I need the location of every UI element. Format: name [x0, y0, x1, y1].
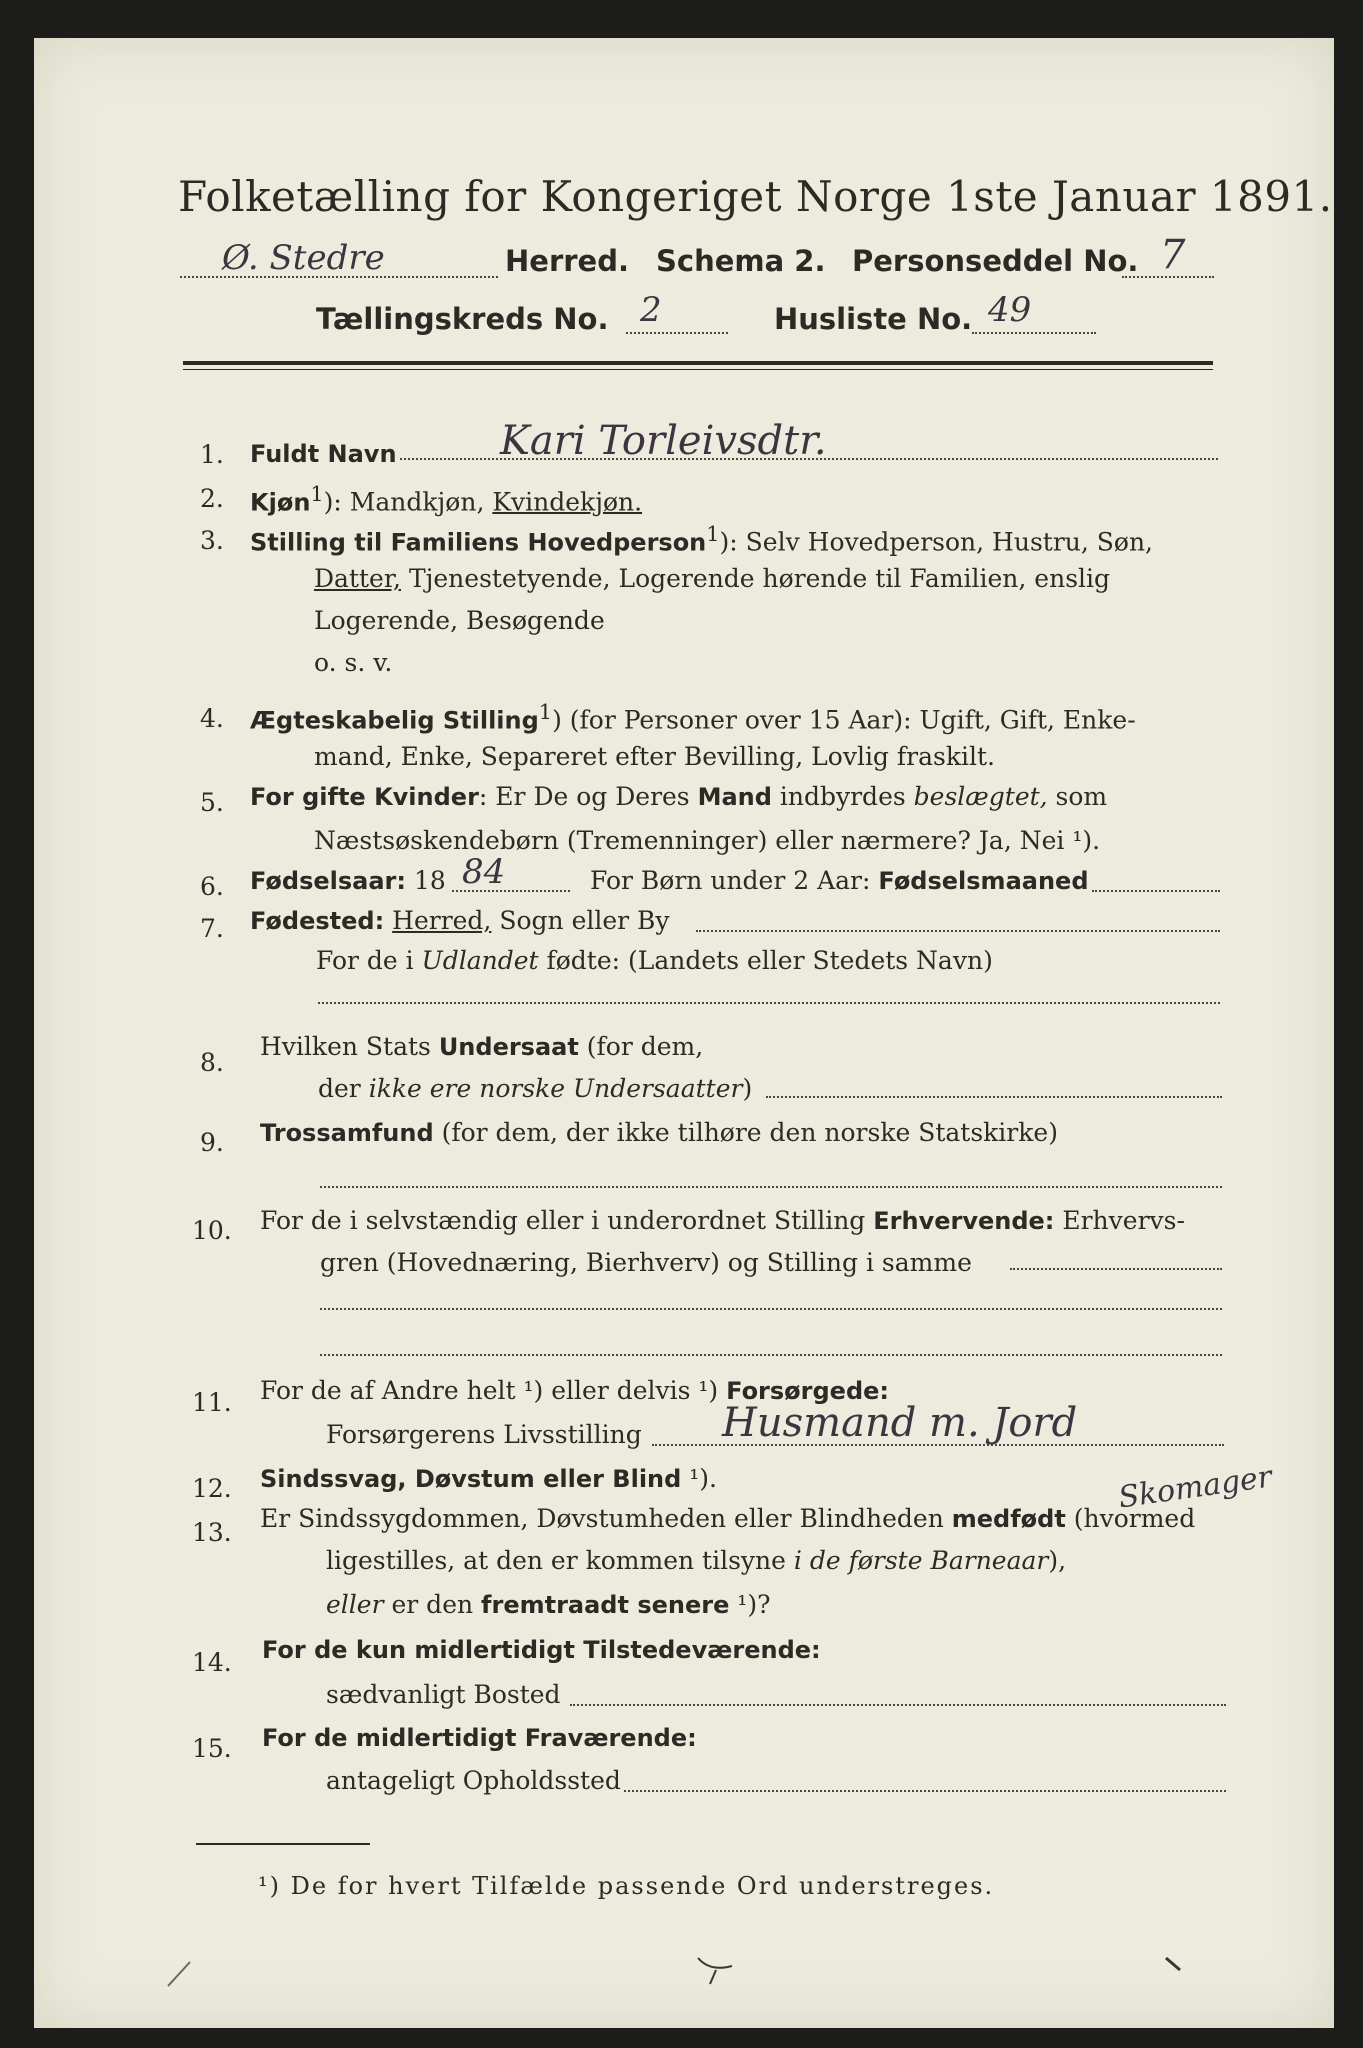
husliste-label: Husliste No.: [774, 302, 973, 336]
item-number: 5.: [200, 788, 224, 817]
undersaat-dotline: [766, 1096, 1222, 1098]
item-number: 3.: [200, 526, 224, 555]
stray-marks: [150, 1910, 1210, 2000]
item-number: 2.: [200, 484, 224, 513]
medfodt-senere: fremtraadt senere: [481, 1591, 730, 1619]
stilling-line-1: [250, 522, 1153, 556]
aegteskab-line-2: mand, Enke, Separeret efter Bevilling, Lovlig fraskilt.: [314, 742, 995, 771]
undersaat-der: der: [318, 1074, 369, 1103]
item-number: 9.: [200, 1128, 224, 1157]
erhverv-dotline-3: [320, 1354, 1222, 1356]
sindssvag-rest: ¹).: [681, 1464, 717, 1493]
fuldt-navn-dotline: [400, 458, 1218, 460]
footnote-rule: [196, 1843, 370, 1845]
kreds-label: Tællingskreds No.: [316, 302, 609, 336]
fodselsmaaned-label: Fødselsmaaned: [878, 867, 1089, 895]
medfodt-eller: eller: [326, 1590, 384, 1619]
udland-pre: For de i: [316, 946, 422, 975]
stilling-line-2: [314, 564, 1110, 593]
gifte-text-2: indbyrdes: [771, 782, 914, 811]
livsstilling-value-2: Skomager: [1116, 1459, 1275, 1516]
item-number: 14.: [192, 1648, 232, 1677]
header-divider-thin: [183, 369, 1213, 370]
fodselsmaaned-line: [590, 866, 1089, 895]
forsorgede-label: Forsørgede:: [726, 1377, 890, 1405]
personseddel-value: 7: [1160, 232, 1186, 278]
fravaerende-label: For de midlertidigt Fraværende:: [262, 1724, 697, 1752]
fodselsmaaned-pre: For Børn under 2 Aar:: [590, 866, 879, 895]
opholdssted-label: antageligt Opholdssted: [326, 1766, 621, 1795]
gifte-beslaegtet: beslægtet,: [913, 782, 1048, 811]
item-number: 15.: [192, 1734, 232, 1763]
schema-label: Schema 2.: [656, 244, 826, 278]
undersaat-rest: (for dem,: [578, 1032, 704, 1061]
medfodt-line-3: [326, 1590, 771, 1619]
kjon-selected: Kvindekjøn.: [492, 487, 643, 517]
medfodt-l2-end: ),: [1048, 1546, 1067, 1575]
herred-dotline: [180, 276, 498, 278]
fuldt-navn-label: Fuldt Navn: [250, 440, 397, 468]
fodested-label: Fødested:: [250, 907, 385, 935]
fodested-dotline: [696, 930, 1220, 932]
kjon-label: Kjøn: [250, 488, 311, 517]
gifte-label-pre: For: [250, 783, 303, 811]
medfodt-l3-end: ¹)?: [729, 1590, 771, 1619]
fodselsmaaned-dotline: [1092, 890, 1220, 892]
header-divider: [183, 361, 1213, 365]
gifte-text-1: : Er De og Deres: [478, 782, 698, 811]
herred-label: Herred.: [505, 244, 629, 278]
item-number: 1.: [200, 440, 224, 469]
aegteskab-line-1: [250, 700, 1136, 734]
kjon-line: [250, 482, 642, 516]
item-number: 7.: [200, 914, 224, 943]
gifte-label: gifte Kvinder: [302, 783, 479, 811]
gifte-line-1: [250, 782, 1107, 811]
erhverv-line-2: gren (Hovednæring, Bierhverv) og Stilling i samme: [320, 1248, 972, 1277]
udland-dotline: [318, 1002, 1220, 1004]
item-number: 11.: [192, 1388, 232, 1417]
erhverv-dotline-1: [1010, 1268, 1222, 1270]
stilling-selected: Datter,: [314, 564, 401, 593]
medfodt-l3-mid: er den: [383, 1590, 482, 1619]
sindssvag-line: [260, 1464, 717, 1493]
footnote-text: ¹) De for hvert Tilfælde passende Ord understreges.: [258, 1872, 995, 1900]
footnote-ref: 1: [310, 482, 324, 506]
erhverv-pre: For de i selvstændig eller i underordnet Stilling: [260, 1206, 874, 1235]
stilling-options-2: Tjenestetyende, Logerende hørende til Familien, enslig: [401, 564, 1111, 593]
item-number: 10.: [192, 1216, 232, 1245]
undersaat-end: ): [742, 1074, 753, 1103]
undersaat-label: Undersaat: [438, 1033, 579, 1061]
item-number: 8.: [200, 1048, 224, 1077]
forsorgede-pre: For de af Andre helt ¹) eller delvis ¹): [260, 1376, 727, 1405]
trossamfund-line: [260, 1118, 1058, 1147]
udland-rest: fødte: (Landets eller Stedets Navn): [538, 946, 993, 975]
medfodt-line-1: [260, 1504, 1195, 1533]
personseddel-dotline: [1122, 276, 1214, 278]
undersaat-line-1: [260, 1032, 703, 1061]
bosted-label: sædvanligt Bosted: [326, 1680, 561, 1709]
item-number: 6.: [200, 872, 224, 901]
form-title: Folketælling for Kongeriget Norge 1ste Januar 1891.: [178, 172, 1333, 221]
footnote-ref: 1: [538, 700, 553, 724]
fodested-options: Sogn eller By: [491, 906, 670, 935]
item-number: 13.: [192, 1518, 232, 1547]
fodselsaar-line: [250, 866, 446, 895]
undersaat-line-2: [318, 1074, 752, 1103]
udland-word: Udlandet: [421, 946, 539, 975]
fodested-selected: Herred,: [392, 906, 492, 935]
herred-value: Ø. Stedre: [222, 238, 385, 278]
fodested-line-1: [250, 906, 670, 935]
medfodt-pre: Er Sindssygdommen, Døvstumheden eller Blindheden: [260, 1504, 952, 1533]
erhverv-label: Erhvervende:: [873, 1207, 1055, 1235]
stilling-line-4: o. s. v.: [314, 648, 393, 677]
trossamfund-label: Trossamfund: [260, 1119, 434, 1147]
sindssvag-label: Sindssvag, Døvstum eller Blind: [260, 1465, 682, 1493]
personseddel-label: Personseddel No.: [852, 244, 1139, 278]
tilstede-label: For de kun midlertidigt Tilstedeværende:: [262, 1636, 821, 1664]
fodselsaar-label: Fødselsaar:: [250, 867, 406, 895]
medfodt-line-2: [326, 1546, 1066, 1575]
fodested-line-2: [316, 946, 993, 975]
item-number: 12.: [192, 1474, 232, 1503]
trossamfund-dotline: [320, 1186, 1222, 1188]
husliste-dotline: [972, 332, 1096, 334]
undersaat-italic: ikke ere norske Undersaatter: [368, 1074, 743, 1103]
stilling-label: Stilling til Familiens Hovedperson: [250, 528, 707, 557]
gifte-text-3: som: [1047, 782, 1108, 811]
bosted-dotline: [570, 1704, 1226, 1706]
aegteskab-label: Ægteskabelig Stilling: [250, 706, 539, 735]
fodselsaar-dotline: [452, 890, 570, 892]
fodselsaar-prefix: 18: [406, 866, 446, 895]
footnote-ref: 1: [706, 522, 720, 546]
livsstilling-value: Husmand m. Jord: [722, 1400, 1078, 1446]
medfodt-label: medfødt: [951, 1505, 1066, 1533]
erhverv-rest: Erhvervs-: [1054, 1206, 1185, 1235]
fodselsaar-value: 84: [462, 852, 506, 892]
undersaat-pre: Hvilken Stats: [260, 1032, 439, 1061]
trossamfund-rest: (for dem, der ikke tilhøre den norske Statskirke): [433, 1118, 1058, 1147]
husliste-value: 49: [988, 290, 1032, 330]
kreds-dotline: [626, 332, 728, 334]
stilling-line-3: Logerende, Besøgende: [314, 606, 605, 635]
medfodt-l2-pre: ligestilles, at den er kommen tilsyne: [326, 1546, 794, 1575]
opholdssted-dotline: [624, 1790, 1226, 1792]
erhverv-line-1: [260, 1206, 1185, 1235]
kreds-value: 2: [640, 290, 662, 330]
gifte-line-2: Næstsøskendebørn (Tremenninger) eller nærmere? Ja, Nei ¹).: [314, 826, 1101, 855]
medfodt-l2-italic: i de første Barneaar: [793, 1546, 1049, 1575]
livsstilling-label: Forsørgerens Livsstilling: [326, 1420, 642, 1449]
item-number: 4.: [200, 704, 224, 733]
kjon-options: ): Mandkjøn,: [323, 487, 493, 517]
medfodt-rest: (hvormed: [1065, 1504, 1196, 1533]
stilling-options-1: ): Selv Hovedperson, Hustru, Søn,: [719, 527, 1154, 557]
gifte-mand: Mand: [697, 783, 772, 811]
erhverv-dotline-2: [320, 1308, 1222, 1310]
fuldt-navn-value: Kari Torleivsdtr.: [500, 418, 827, 464]
aegteskab-options-1: ) (for Personer over 15 Aar): Ugift, Gift, Enke-: [552, 705, 1136, 735]
